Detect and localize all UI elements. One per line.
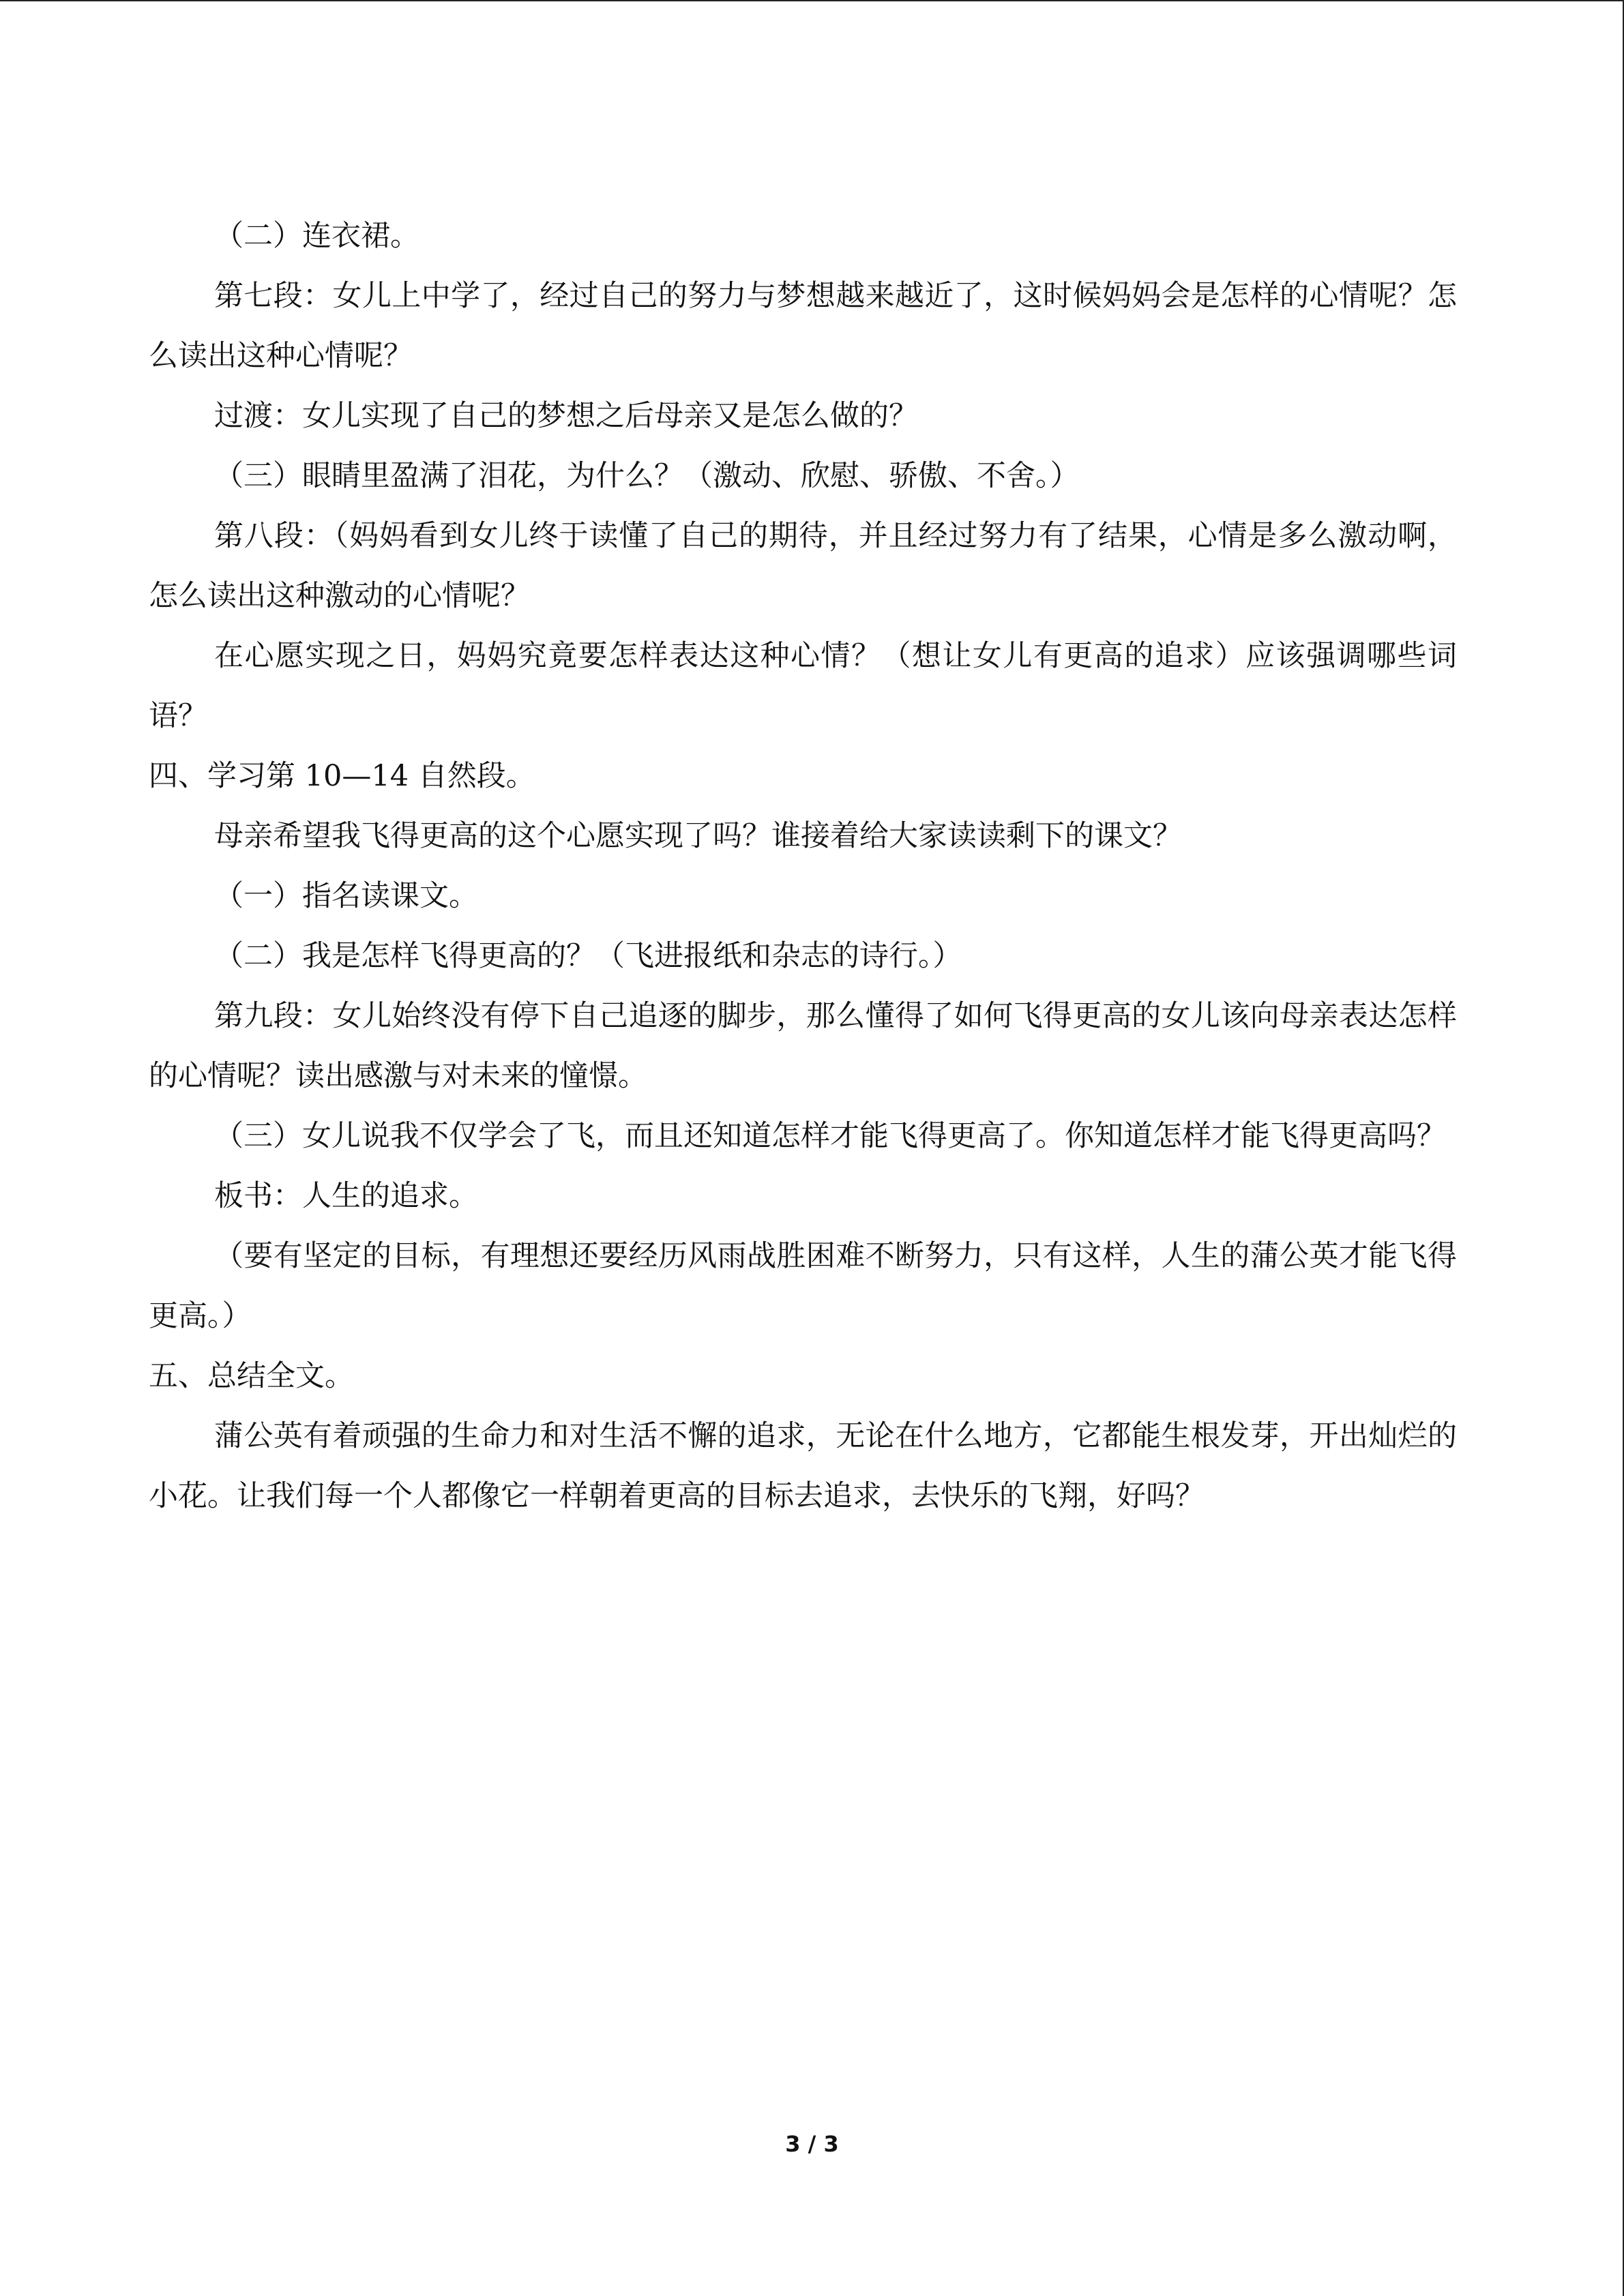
page-number: 3 / 3 bbox=[785, 2131, 839, 2157]
paragraph-2: 第七段：女儿上中学了，经过自己的努力与梦想越来越近了，这时候妈妈会是怎样的心情呢？怎么读出这种心情呢？ bbox=[149, 279, 1457, 373]
paragraph-4: （三）眼睛里盈满了泪花，为什么？（激动、欣慰、骄傲、不舍。） bbox=[214, 459, 1080, 493]
paragraph-14: （要有坚定的目标，有理想还要经历风雨战胜困难不断努力，只有这样，人生的蒲公英才能飞得更高。） bbox=[149, 1239, 1457, 1333]
paragraph-3: 过渡：女儿实现了自己的梦想之后母亲又是怎么做的？ bbox=[214, 399, 918, 433]
section-heading-4: 四、学习第 10—14 自然段。 bbox=[149, 759, 535, 793]
paragraph-1: （二）连衣裙。 bbox=[214, 219, 419, 253]
paragraph-6: 在心愿实现之日，妈妈究竟要怎样表达这种心情？（想让女儿有更高的追求）应该强调哪些词语？ bbox=[149, 639, 1457, 733]
paragraph-11: 第九段：女儿始终没有停下自己追逐的脚步，那么懂得了如何飞得更高的女儿该向母亲表达怎样的心情呢？读出感激与对未来的憧憬。 bbox=[149, 999, 1457, 1093]
paragraph-16: 蒲公英有着顽强的生命力和对生活不懈的追求，无论在什么地方，它都能生根发芽，开出灿烂的小花。让我们每一个人都像它一样朝着更高的目标去追求，去快乐的飞翔，好吗？ bbox=[149, 1419, 1457, 1513]
section-heading-5: 五、总结全文。 bbox=[149, 1359, 354, 1393]
paragraph-8: 母亲希望我飞得更高的这个心愿实现了吗？谁接着给大家读读剩下的课文？ bbox=[214, 819, 1182, 853]
paragraph-12: （三）女儿说我不仅学会了飞，而且还知道怎样才能飞得更高了。你知道怎样才能飞得更高吗？ bbox=[214, 1119, 1446, 1153]
paragraph-5: 第八段：（妈妈看到女儿终于读懂了自己的期待，并且经过努力有了结果，心情是多么激动啊，怎么读出这种激动的心情呢？ bbox=[149, 519, 1457, 613]
paragraph-9: （一）指名读课文。 bbox=[214, 879, 478, 913]
paragraph-10: （二）我是怎样飞得更高的？（飞进报纸和杂志的诗行。） bbox=[214, 939, 962, 973]
document-body bbox=[149, 206, 1457, 1526]
paragraph-13: 板书：人生的追求。 bbox=[214, 1179, 478, 1213]
